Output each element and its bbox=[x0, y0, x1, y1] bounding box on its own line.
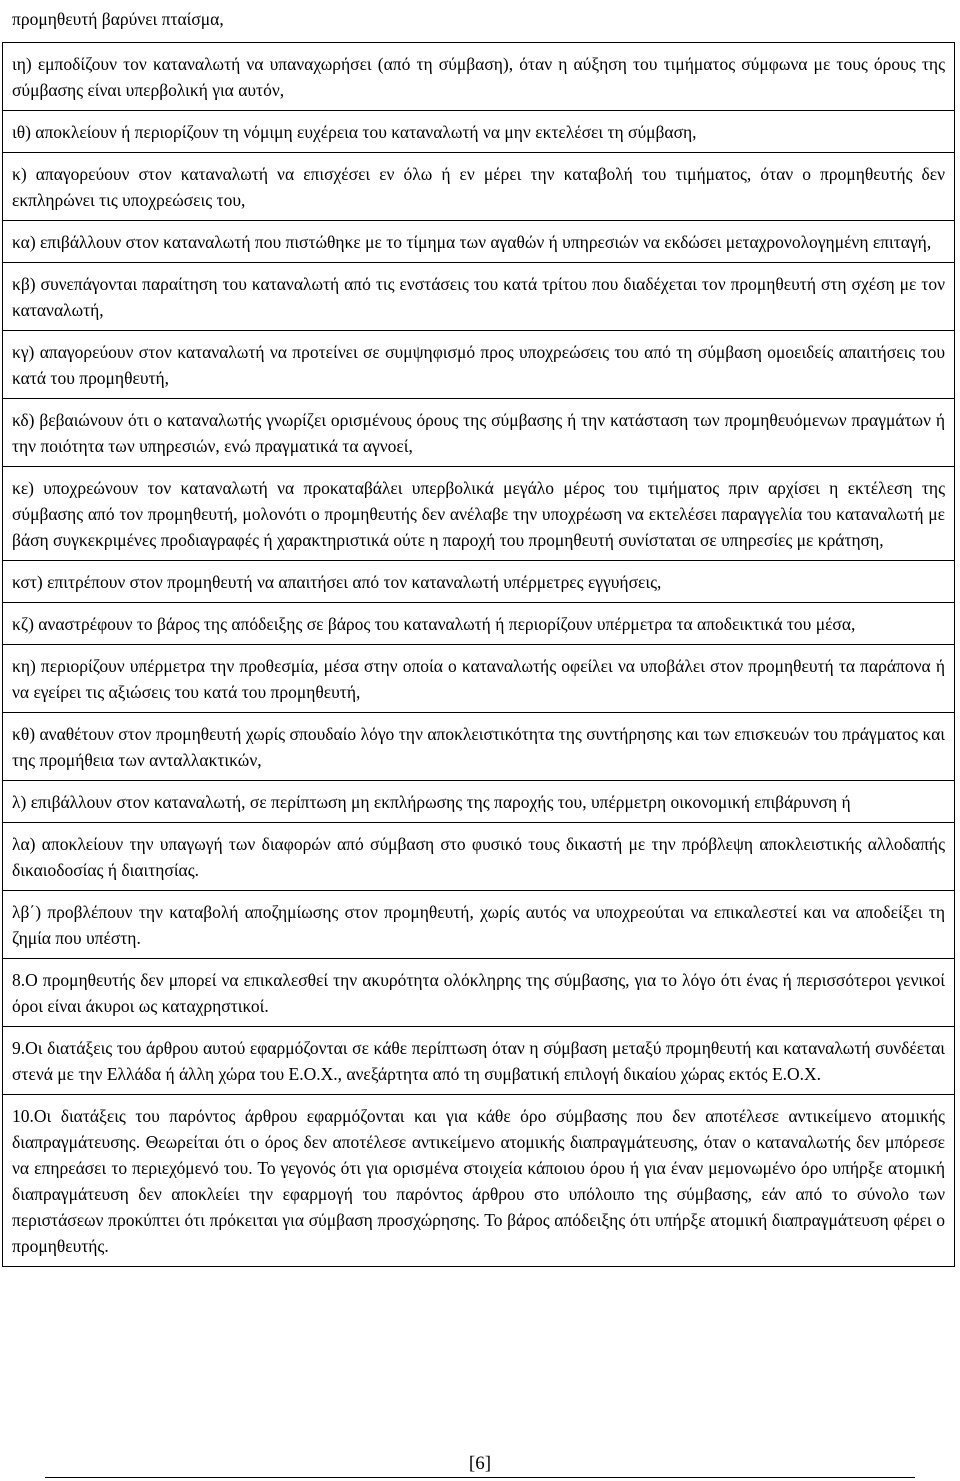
clause-kappa-gamma: κγ) απαγορεύουν στον καταναλωτή να προτείνει σε συμψηφισμό προς υποχρεώσεις του από τη σύμβαση ομοειδείς απαιτήσεις του κατά του προμηθευτή, bbox=[3, 331, 955, 399]
footer-rule bbox=[45, 1477, 915, 1478]
table-row bbox=[3, 263, 955, 331]
clause-kappa-zeta: κζ) αναστρέφουν το βάρος της απόδειξης σε βάρος του καταναλωτή ή περιορίζουν υπέρμετρα τα αποδεικτικά του μέσα, bbox=[3, 603, 955, 645]
clause-kappa-beta: κβ) συνεπάγονται παραίτηση του καταναλωτή από τις ενστάσεις του κατά τρίτου που διαδέχεται τον προμηθευτή στη σχέση με τον καταναλωτή, bbox=[3, 263, 955, 331]
page-number: [6] bbox=[468, 1453, 492, 1474]
clause-itheta: ιθ) αποκλείουν ή περιορίζουν τη νόμιμη ευχέρεια του καταναλωτή να μην εκτελέσει τη σύμβαση, bbox=[3, 111, 955, 153]
table-row bbox=[3, 561, 955, 603]
paragraph-10: 10.Οι διατάξεις του παρόντος άρθρου εφαρμόζονται και για κάθε όρο σύμβασης που δεν αποτέλεσε αντικείμενο ατομικής διαπραγμάτευσης. Θεωρείται ότι ο όρος δεν αποτέλεσε αντικείμενο ατομικής διαπραγμάτευσης, όταν ο καταναλωτής δεν μπόρεσε να επηρεάσει το περιεχόμενό του. Το γεγονός ότι για ορισμένα στοιχεία κάποιου όρου ή για έναν μεμονωμένο όρο υπήρξε ατομική διαπραγμάτευση δεν αποκλείει την εφαρμογή του παρόντος άρθρου στο υπόλοιπο της σύμβασης, εάν από το σύνολο των περιστάσεων προκύπτει ότι πρόκειται για σύμβαση προσχώρησης. Το βάρος απόδειξης ότι υπήρξε ατομική διαπραγμάτευση φέρει ο προμηθευτής. bbox=[3, 1095, 955, 1267]
table-row bbox=[3, 713, 955, 781]
table-row bbox=[3, 399, 955, 467]
clause-kappa-eta: κη) περιορίζουν υπέρμετρα την προθεσμία, μέσα στην οποία ο καταναλωτής οφείλει να υποβάλει στον προμηθευτή τα παράπονα ή να εγείρει τις αξιώσεις του κατά του προμηθευτή, bbox=[3, 645, 955, 713]
table-row bbox=[3, 221, 955, 263]
clause-kappa: κ) απαγορεύουν στον καταναλωτή να επισχέσει εν όλω ή εν μέρει την καταβολή του τιμήματος, όταν ο προμηθευτής δεν εκπληρώνει τις υποχρεώσεις του, bbox=[3, 153, 955, 221]
paragraph-9: 9.Οι διατάξεις του άρθρου αυτού εφαρμόζονται σε κάθε περίπτωση όταν η σύμβαση μεταξύ προμηθευτή και καταναλωτή συνδέεται στενά με την Ελλάδα ή άλλη χώρα του Ε.Ο.Χ., ανεξάρτητα από τη συμβατική επιλογή δικαίου χώρας εκτός Ε.Ο.Χ. bbox=[3, 1027, 955, 1095]
table-row bbox=[3, 891, 955, 959]
document-page bbox=[2, 0, 955, 1267]
clause-kappa-alpha: κα) επιβάλλουν στον καταναλωτή που πιστώθηκε με το τίμημα των αγαθών ή υπηρεσιών να εκδώσει μεταχρονολογημένη επιταγή, bbox=[3, 221, 955, 263]
table-row bbox=[3, 823, 955, 891]
table-row bbox=[3, 43, 955, 111]
table-row bbox=[3, 1027, 955, 1095]
table-row bbox=[3, 331, 955, 399]
table-row bbox=[3, 645, 955, 713]
table-row bbox=[3, 1095, 955, 1267]
clauses-table bbox=[2, 42, 955, 1267]
table-row bbox=[3, 781, 955, 823]
table-row bbox=[3, 153, 955, 221]
table-row bbox=[3, 467, 955, 561]
clause-kappa-epsilon: κε) υποχρεώνουν τον καταναλωτή να προκαταβάλει υπερβολικά μεγάλο μέρος του τιμήματος πριν αρχίσει η εκτέλεση της σύμβασης από τον προμηθευτή, μολονότι ο προμηθευτής δεν ανέλαβε την υποχρέωση να εκτελέσει παραγγελία του καταναλωτή με βάση συγκεκριμένες προδιαγραφές ή χαρακτηριστικά ούτε η παροχή του προμηθευτή συνίσταται σε υπηρεσίες με κράτηση, bbox=[3, 467, 955, 561]
clause-lambda-beta: λβ΄) προβλέπουν την καταβολή αποζημίωσης στον προμηθευτή, χωρίς αυτός να υποχρεούται να επικαλεστεί και να αποδείξει τη ζημία που υπέστη. bbox=[3, 891, 955, 959]
table-row bbox=[3, 959, 955, 1027]
clause-lambda: λ) επιβάλλουν στον καταναλωτή, σε περίπτωση μη εκπλήρωσης της παροχής του, υπέρμετρη οικονομική επιβάρυνση ή bbox=[3, 781, 955, 823]
clause-kappa-theta: κθ) αναθέτουν στον προμηθευτή χωρίς σπουδαίο λόγο την αποκλειστικότητα της συντήρησης και των επισκευών του πράγματος και της προμήθεια των ανταλλακτικών, bbox=[3, 713, 955, 781]
clause-kappa-delta: κδ) βεβαιώνουν ότι ο καταναλωτής γνωρίζει ορισμένους όρους της σύμβασης ή την κατάσταση των προμηθευόμενων πραγμάτων ή την ποιότητα των υπηρεσιών, ενώ πραγματικά τα αγνοεί, bbox=[3, 399, 955, 467]
clause-ieta: ιη) εμποδίζουν τον καταναλωτή να υπαναχωρήσει (από τη σύμβαση), όταν η αύξηση του τιμήματος σύμφωνα με τους όρους της σύμβασης είναι υπερβολική για αυτόν, bbox=[3, 43, 955, 111]
clause-kappa-st: κστ) επιτρέπουν στον προμηθευτή να απαιτήσει από τον καταναλωτή υπέρμετρες εγγυήσεις, bbox=[3, 561, 955, 603]
paragraph-8: 8.Ο προμηθευτής δεν μπορεί να επικαλεσθεί την ακυρότητα ολόκληρης της σύμβασης, για το λόγο ότι ένας ή περισσότεροι γενικοί όροι είναι άκυροι ως καταχρηστικοί. bbox=[3, 959, 955, 1027]
clause-lambda-alpha: λα) αποκλείουν την υπαγωγή των διαφορών από σύμβαση στο φυσικό τους δικαστή με την πρόβλεψη αποκλειστικής αλλοδαπής δικαιοδοσίας ή διαιτησίας. bbox=[3, 823, 955, 891]
table-row bbox=[3, 111, 955, 153]
table-row bbox=[3, 603, 955, 645]
continuation-line: προμηθευτή βαρύνει πταίσμα, bbox=[12, 9, 224, 29]
